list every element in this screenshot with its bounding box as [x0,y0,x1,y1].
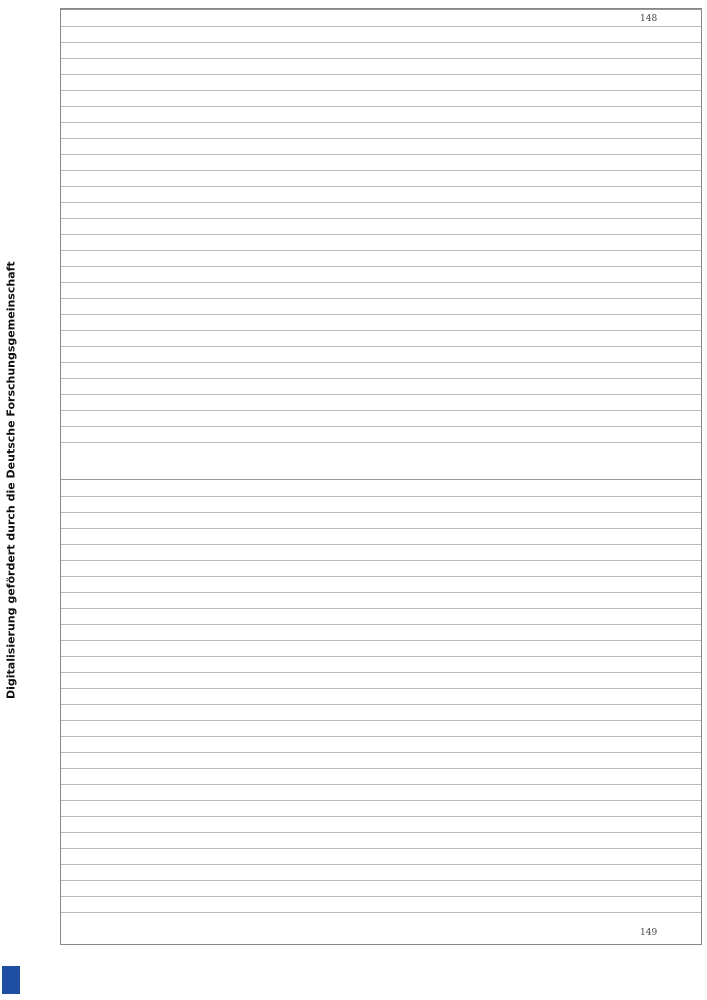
table-row-rule [61,912,701,913]
table-row-rule [61,784,701,785]
table-row-rule [61,624,701,625]
table-row-rule [61,154,701,155]
table-row-rule [61,816,701,817]
table-row-rule [61,282,701,283]
table-row-rule [61,832,701,833]
table-row-rule [61,122,701,123]
table-row-rule [61,330,701,331]
dfg-credit-text: Digitalisierung gefördert durch die Deutsche Forschungsgemeinschaft [4,261,18,699]
table-row-rule [61,880,701,881]
table-row-rule [61,608,701,609]
table-row-rule [61,544,701,545]
table-row-rule [61,90,701,91]
right-page-table [61,479,701,945]
table-row-rule [61,848,701,849]
table-row-rule [61,672,701,673]
table-row-rule [61,800,701,801]
table-row-rule [61,752,701,753]
table-row-rule [61,298,701,299]
table-row-rule [61,640,701,641]
table-row-rule [61,218,701,219]
table-row-rule [61,720,701,721]
table-row-rule [61,170,701,171]
page-number-right: 149 [640,928,658,938]
table-row-rule [61,736,701,737]
table-row-rule [61,234,701,235]
table-row-rule [61,592,701,593]
digitization-sidebar [0,0,22,1000]
left-page-table [61,9,701,475]
table-row-rule [61,656,701,657]
table-row-rule [61,576,701,577]
table-row-rule [61,58,701,59]
table-row-rule [61,250,701,251]
table-row-rule [61,202,701,203]
table-row-rule [61,864,701,865]
table-row-rule [61,426,701,427]
table-row-rule [61,266,701,267]
table-row-rule [61,74,701,75]
table-row-rule [61,378,701,379]
table-row-rule [61,688,701,689]
table-row-rule [61,394,701,395]
table-row-rule [61,362,701,363]
table-row-rule [61,410,701,411]
page-number-left: 148 [640,14,658,24]
table-row-rule [61,528,701,529]
table-row-rule [61,26,701,27]
table-row-rule [61,42,701,43]
table-row-rule [61,704,701,705]
table-row-rule [61,138,701,139]
table-row-rule [61,768,701,769]
table-row-rule [61,442,701,443]
table-row-rule [61,106,701,107]
table-row-rule [61,186,701,187]
table-row-rule [61,896,701,897]
dfg-logo-icon [2,966,20,994]
scanned-table-spread [60,8,702,945]
table-row-rule [61,560,701,561]
table-row-rule [61,496,701,497]
table-row-rule [61,314,701,315]
table-row-rule [61,346,701,347]
table-row-rule [61,512,701,513]
